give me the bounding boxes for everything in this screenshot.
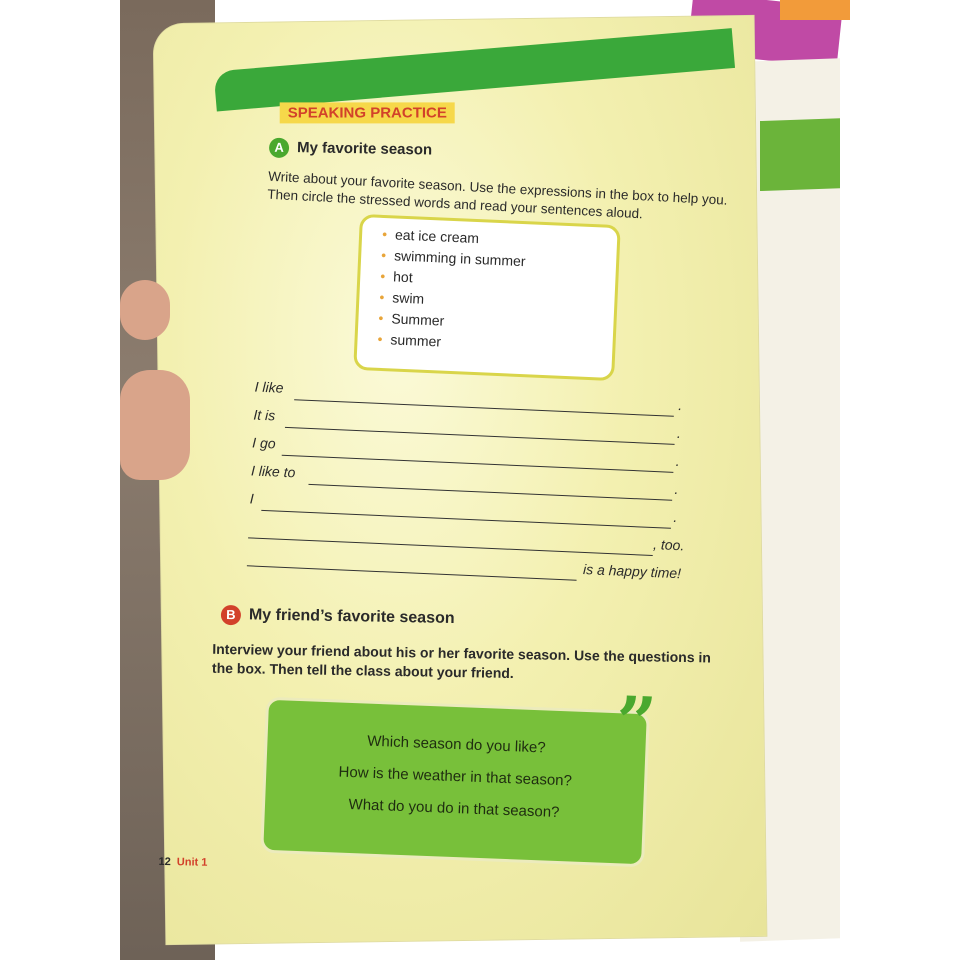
part-b-heading xyxy=(221,605,455,629)
question: What do you do in that season? xyxy=(348,795,560,822)
expression-item: • Summer xyxy=(378,308,614,339)
sentence-start: I go xyxy=(251,434,276,452)
sentence-end: . xyxy=(676,424,682,442)
sentence-end: , too. xyxy=(652,536,685,554)
part-a-badge: A xyxy=(269,138,289,158)
right-page-band xyxy=(760,118,840,191)
finger xyxy=(120,280,170,340)
expression-item: • swim xyxy=(379,287,615,318)
sentence-start: I like xyxy=(254,378,284,396)
part-a-title: My favorite season xyxy=(296,139,433,159)
sentence-end: . xyxy=(674,480,679,498)
sentence-start: I like to xyxy=(250,462,296,481)
page-footer xyxy=(159,856,208,869)
expression-item: • hot xyxy=(380,266,616,297)
quote-mark-icon: ” xyxy=(614,680,659,765)
sentence-end: . xyxy=(675,452,681,470)
part-b-title: My friend’s favorite season xyxy=(248,606,455,627)
expression-item: • summer xyxy=(377,329,613,360)
blank-rule xyxy=(247,565,577,580)
expression-item: • swimming in summer xyxy=(381,245,617,276)
page-number: 12 xyxy=(158,855,171,869)
part-a-heading xyxy=(269,138,432,161)
background-right xyxy=(840,0,960,960)
question: How is the weather in that season? xyxy=(338,763,573,790)
questions-box xyxy=(260,680,659,868)
question: Which season do you like? xyxy=(367,732,546,757)
section-header: SPEAKING PRACTICE xyxy=(280,102,455,123)
writing-lines xyxy=(247,378,695,593)
expression-list xyxy=(357,223,617,360)
book-tab-orange xyxy=(780,0,850,20)
part-b-badge: B xyxy=(221,605,241,625)
part-a-instructions: Write about your favorite season. Use the expressions in the box to help you. Then circle the stressed words and read your sentences aloud. xyxy=(266,168,728,222)
page-content xyxy=(158,95,750,924)
background-left xyxy=(0,0,120,960)
unit-label: Unit 1 xyxy=(176,856,208,869)
part-b-instructions: Interview your friend about his or her favorite season. Use the questions in the box. Then tell the class about your friend. xyxy=(211,640,712,682)
sentence-end: . xyxy=(677,396,683,414)
expression-item: • eat ice cream xyxy=(382,224,618,255)
expression-box xyxy=(353,214,621,381)
thumb xyxy=(120,370,190,480)
sentence-start: It is xyxy=(253,406,276,424)
sentence-end: is a happy time! xyxy=(582,560,682,582)
sentence-start: I xyxy=(249,490,255,507)
sentence-end: . xyxy=(673,508,678,526)
